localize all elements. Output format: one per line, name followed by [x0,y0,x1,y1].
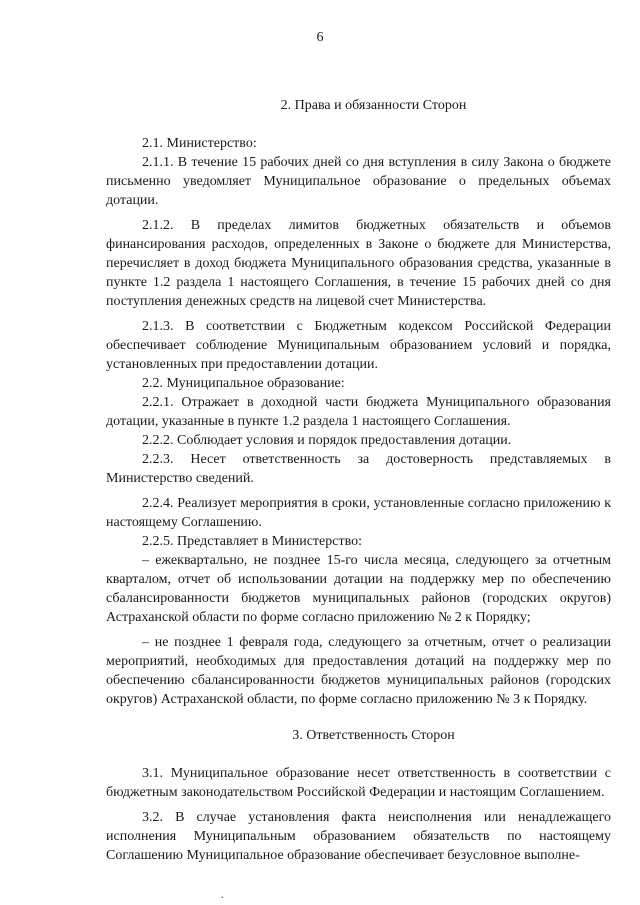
paragraph-2-1-3: 2.1.3. В соответствии с Бюджетным кодексом Российской Федерации обеспечивает соблюдение Муниципальным образованием условий и порядка, установленных при предоставлении дотации. [106,319,611,372]
paragraph-2-2-1: 2.2.1. Отражает в доходной части бюджета Муниципального образования дотации, указанные в пункте 1.2 раздела 1 настоящего Соглашения. [106,395,611,429]
page-number: 6 [316,30,324,45]
paragraph-2-1-1: 2.1.1. В течение 15 рабочих дней со дня вступления в силу Закона о бюджете письменно уведомляет Муниципальное образование о предельных объемах дотации. [106,155,611,208]
list-item-annual-report: – не позднее 1 февраля года, следующего за отчетным, отчет о реализации мероприятий, необходимых для предоставления дотаций на поддержку мер по обеспечению сбалансированности бюджетов муниципальных районов (городских округов) Астраханской области, по форме согласно приложению № 3 к Порядку. [106,635,611,707]
paragraph-2-2-2: 2.2.2. Соблюдает условия и порядок предоставления дотации. [142,433,512,448]
paragraph-2-1: 2.1. Министерство: [142,136,257,151]
footer-mark: . [221,890,224,901]
paragraph-2-2: 2.2. Муниципальное образование: [142,376,345,391]
paragraph-3-2: 3.2. В случае установления факта неисполнения или ненадлежащего исполнения Муниципальным образованием обязательств по настоящему Соглашению Муниципальное образование обеспечивает безусловное выполне- [106,810,611,863]
list-item-quarterly-report: – ежеквартально, не позднее 15-го числа месяца, следующего за отчетным кварталом, отчет об использовании дотации на поддержку мер по обеспечению сбалансированности бюджетов муниципальных районов (городских округов) Астраханской области по форме согласно приложению № 2 к Порядку; [106,553,611,625]
paragraph-2-2-5: 2.2.5. Представляет в Министерство: [142,534,362,549]
paragraph-2-2-3: 2.2.3. Несет ответственность за достоверность представляемых в Министерство сведений. [106,452,611,486]
document-body [106,96,611,865]
paragraph-2-1-2: 2.1.2. В пределах лимитов бюджетных обязательств и объемов финансирования расходов, определенных в Законе о бюджете для Министерства, перечисляет в доход бюджета Муниципального образования средства, указанные в пункте 1.2 раздела 1 настоящего Соглашения, в течение 15 рабочих дней со дня поступления денежных средств на лицевой счет Министерства. [106,218,611,309]
paragraph-3-1: 3.1. Муниципальное образование несет ответственность в соответствии с бюджетным законодательством Российской Федерации и настоящим Соглашением. [106,766,611,800]
section-2-heading: 2. Права и обязанности Сторон [280,98,467,113]
paragraph-2-2-4: 2.2.4. Реализует мероприятия в сроки, установленные согласно приложению к настоящему Соглашению. [106,496,611,530]
section-3-heading: 3. Ответственность Сторон [292,728,455,743]
